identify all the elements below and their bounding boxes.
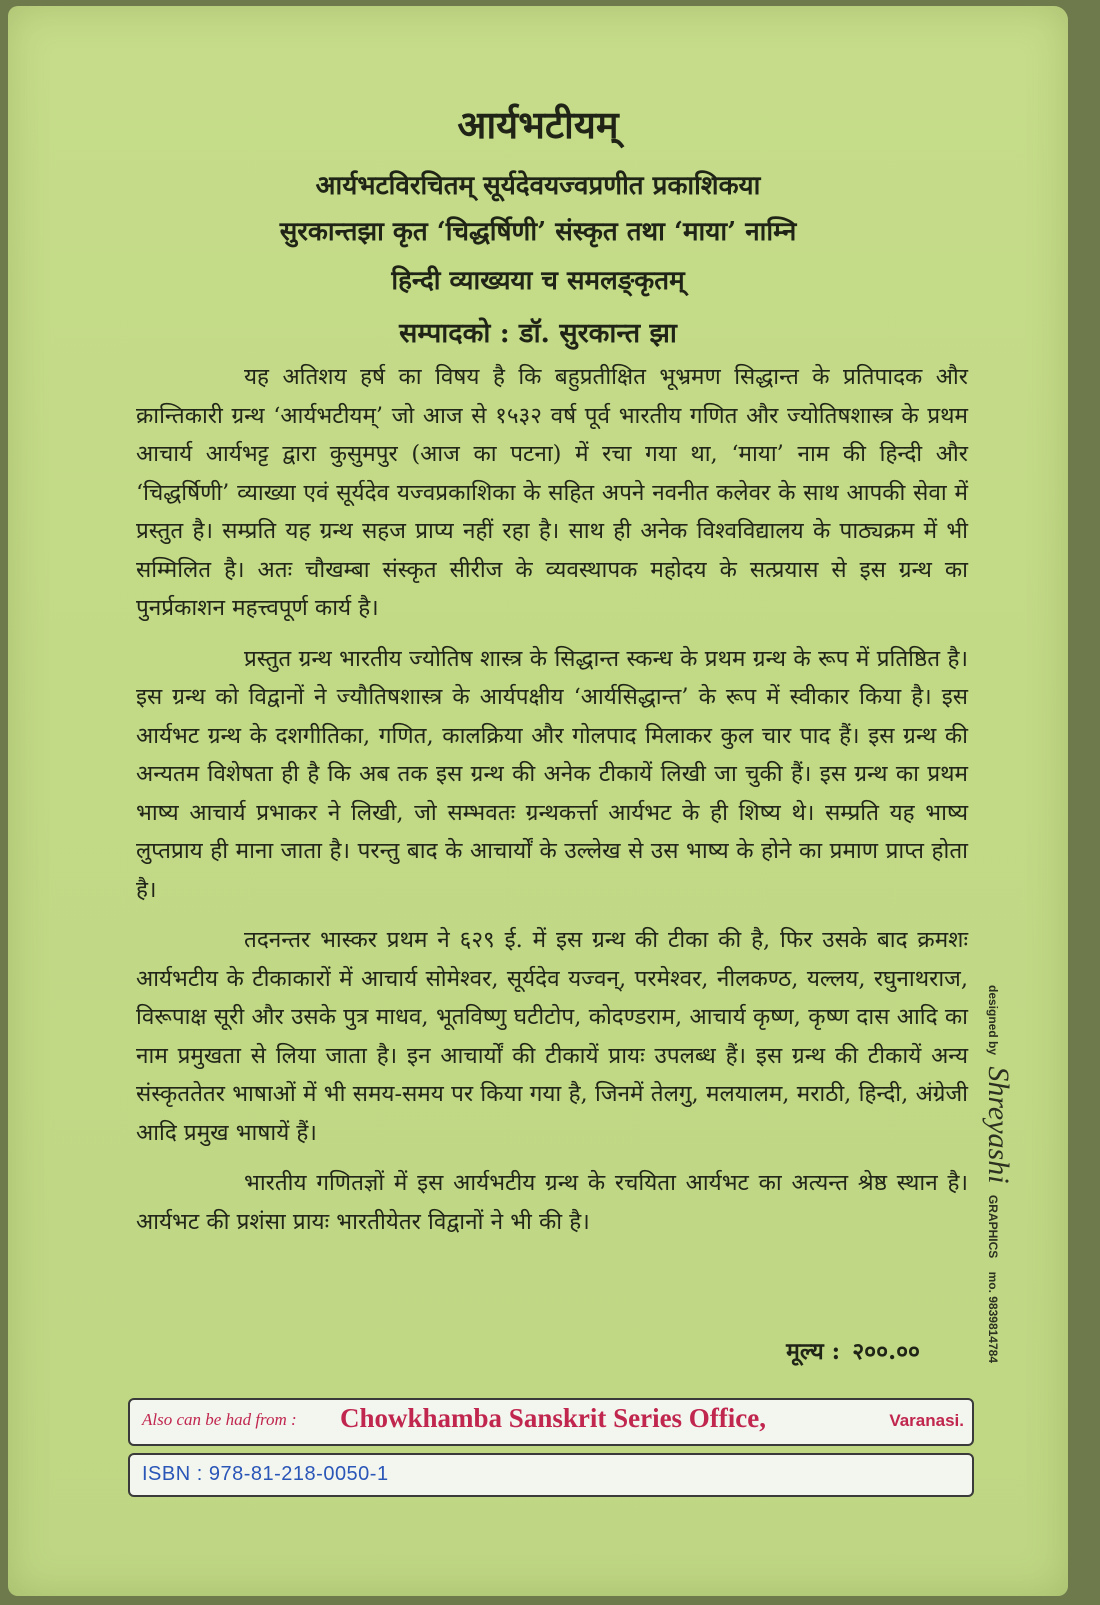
availability-box xyxy=(128,1398,974,1446)
blurb-text xyxy=(136,358,968,1253)
publisher-name: Chowkhamba Sanskrit Series Office, xyxy=(340,1403,767,1433)
designer-name: Shreyashi xyxy=(982,1066,1015,1184)
book-back-cover xyxy=(8,6,1068,1596)
editor-credit: सम्पादको : डॉ. सुरकान्त झा xyxy=(399,318,677,349)
blurb-paragraph-4: भारतीय गणितज्ञों में इस आर्यभटीय ग्रन्थ के रचयिता आर्यभट का अत्यन्त श्रेष्ठ स्थान है। आर्यभट की प्रशंसा प्रायः भारतीयेतर विद्वानों ने भी की है। xyxy=(136,1170,968,1235)
publisher-city: Varanasi. xyxy=(889,1411,964,1430)
subtitle-line-2: सुरकान्तझा कृत ‘चिद्धर्षिणी’ संस्कृत तथा ‘माया’ नाम्नि xyxy=(279,217,797,247)
blurb-paragraph-1: यह अतिशय हर्ष का विषय है कि बहुप्रतीक्षित भूभ्रमण सिद्धान्त के प्रतिपादक और क्रान्तिकारी ग्रन्थ ‘आर्यभटीयम्’ जो आज से १५३२ वर्ष पूर्व भारतीय गणित और ज्योतिषशास्त्र के प्रथम आचार्य आर्यभट्ट द्वारा कुसुमपुर (आज का पटना) में रचा गया था, ‘माया’ नाम की हिन्दी और ‘चिद्धर्षिणी’ व्याख्या एवं सूर्यदेव यज्वप्रकाशिका के सहित अपने नवनीत कलेवर के साथ आपकी सेवा में प्रस्तुत है। सम्प्रति यह ग्रन्थ सहज प्राप्य नहीं रहा है। साथ ही अनेक विश्वविद्यालय के पाठ्यक्रम में भी सम्मिलित है। अतः चौखम्बा संस्कृत सीरीज के व्यवस्थापक महोदय के सत्प्रयास से इस ग्रन्थ का पुनर्प्रकाशन महत्त्वपूर्ण कार्य है। xyxy=(136,364,968,621)
isbn-box xyxy=(128,1453,974,1497)
blurb-paragraph-3: तदनन्तर भास्कर प्रथम ने ६२९ ई. में इस ग्रन्थ की टीका की है, फिर उसके बाद क्रमशः आर्यभटीय के टीकाकारों में आचार्य सोमेश्वर, सूर्यदेव यज्वन्, परमेश्वर, नीलकण्ठ, यल्लय, रघुनाथराज, विरूपाक्ष सूरी और उसके पुत्र माधव, भूतविष्णु घटीटोप, कोदण्डराम, आचार्य कृष्ण, कृष्ण दास आदि का नाम प्रमुखता से लिया जाता है। इन आचार्यों की टीकायें प्रायः उपलब्ध हैं। इस ग्रन्थ की टीकायें अन्य संस्कृततेतर भाषाओं में भी समय-समय पर किया गया है, जिनमें तेलगु, मलयालम, मराठी, हिन्दी, अंग्रेजी आदि प्रमुख भाषायें हैं। xyxy=(136,927,968,1146)
subtitle-line-3: हिन्दी व्याख्यया च समलङ्कृतम् xyxy=(391,266,685,296)
isbn-number: ISBN : 978-81-218-0050-1 xyxy=(142,1463,389,1485)
availability-prefix: Also can be had from : xyxy=(142,1410,297,1429)
price-label: मूल्य : xyxy=(786,1338,841,1365)
book-title: आर्यभटीयम् xyxy=(457,102,619,147)
blurb-paragraph-2: प्रस्तुत ग्रन्थ भारतीय ज्योतिष शास्त्र के सिद्धान्त स्कन्ध के प्रथम ग्रन्थ के रूप में प्रतिष्ठित है। इस ग्रन्थ को विद्वानों ने ज्यौतिषशास्त्र के आर्यपक्षीय ‘आर्यसिद्धान्त’ के रूप में स्वीकार किया है। इस आर्यभट ग्रन्थ के दशगीतिका, गणित, कालक्रिया और गोलपाद मिलाकर कुल चार पाद हैं। इस ग्रन्थ की अन्यतम विशेषता ही है कि अब तक इस ग्रन्थ की अनेक टीकायें लिखी जा चुकी हैं। इस ग्रन्थ का प्रथम भाष्य आचार्य प्रभाकर ने लिखी, जो सम्भवतः ग्रन्थकर्त्ता आर्यभट के ही शिष्य थे। सम्प्रति यह भाष्य लुप्तप्राय ही माना जाता है। परन्तु बाद के आचार्यों के उल्लेख से उस भाष्य के होने का प्रमाण प्राप्त होता है। xyxy=(136,645,968,903)
price-value: २००.०० xyxy=(852,1338,920,1365)
designer-prefix: designed by xyxy=(986,985,1000,1056)
price xyxy=(782,1334,920,1366)
designer-credit xyxy=(981,985,1015,1363)
designer-phone: mo. 9839814784 xyxy=(986,1271,1000,1363)
designer-suffix: GRAPHICS xyxy=(986,1194,1000,1259)
subtitle-line-1: आर्यभटविरचितम् सूर्यदेवयज्वप्रणीत प्रकाशिकया xyxy=(315,171,761,201)
